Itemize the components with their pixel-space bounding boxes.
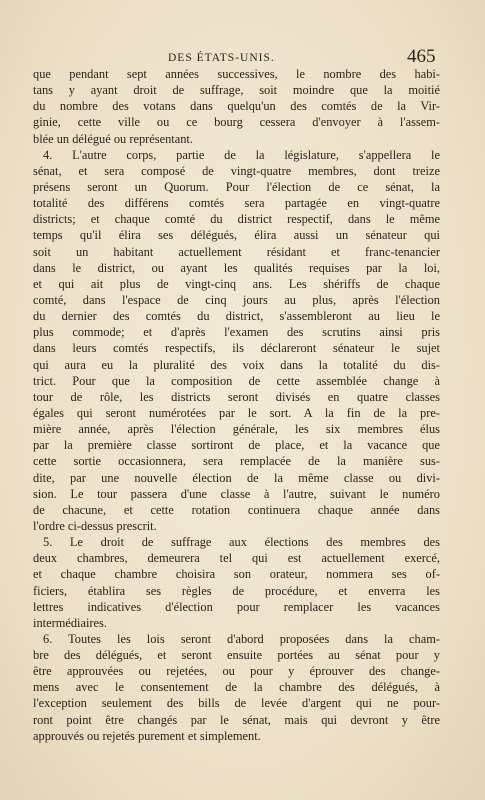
text-line: de chacune, et cette rotation continuera chaque année dans [33,502,440,517]
text-line: qui aura eu la pluralité des voix dans la totalité du dis- [33,357,440,372]
text-line: plus commode; et d'après l'examen des scrutins ainsi pris [33,325,440,340]
text-line: approuvés ou rejetés purement et simplement. [33,728,261,743]
text-line: et qui ait plus de vingt-cinq ans. Les shériffs de chaque [33,276,440,291]
text-line: lettres indicatives d'élection pour remplacer les vacances [33,599,440,614]
text-line: deux chambres, demeurera tel qui est actuellement exercé, [33,551,440,566]
text-line: dans le district, ou ayant les qualités requises par la loi, [33,260,440,275]
text-line: ront point être changés par le sénat, mais qui devront y être [33,712,440,727]
text-line: trict. Pour que la composition de cette assemblée change à [33,373,440,388]
text-line: par la première classe sortiront de place, et la vacance que [33,438,440,453]
body-text [33,66,440,744]
text-line: ficiers, établira ses règles de procédure, et enverra les [33,583,440,598]
text-line: tour de rôle, les districts seront divisés en quatre classes [33,389,440,404]
text-line: mière année, après l'élection générale, les six membres élus [33,422,440,437]
text-line: soit un habitant actuellement résidant et franc-tenancier [33,244,440,259]
text-line: que pendant sept années successives, le nombre des habi- [33,67,440,81]
text-line: 4. L'autre corps, partie de la législature, s'appellera le [43,147,440,162]
text-line: et chaque chambre choisira son orateur, nommera ses of- [33,567,440,582]
text-line: intermédiaires. [33,615,107,630]
text-line: l'exception seulement des bills de levée d'argent qui ne pour- [33,696,440,711]
text-line: l'ordre ci-dessus prescrit. [33,518,157,533]
text-line: dans leurs comtés respectifs, ils déclareront sénateur le sujet [33,341,440,356]
text-line: mens avec le consentement de la chambre des délégués, à [33,680,440,695]
text-line: du dernier des comtés du district, s'assembleront au lieu le [33,309,440,324]
text-line: comté, dans l'espace de cinq jours au plus, après l'élection [33,292,440,307]
text-line: blée un délégué ou représentant. [33,131,193,146]
text-line: ginie, cette ville ou ce bourg cessera d'envoyer à l'assem- [33,115,440,130]
text-line: 5. Le droit de suffrage aux élections des membres des [43,535,440,550]
text-line: cette sortie occasionnera, sera remplacée de la manière sus- [33,454,440,469]
text-line: présens seront un Quorum. Pour l'élection de ce sénat, la [33,179,440,194]
text-line: tans y ayant droit de suffrage, soit moindre que la moitié [33,83,440,98]
text-line: temps qu'il élira ses délégués, élira aussi un sénateur qui [33,228,440,243]
text-line: dite, par une nouvelle élection de la même classe ou divi- [33,470,440,485]
text-line: sion. Le tour passera d'une classe à l'autre, suivant le numéro [33,486,440,501]
text-line: du nombre des votans dans quelqu'un des comtés de la Vir- [33,99,440,114]
text-line: bre des délégués, et seront ensuite portées au sénat pour y [33,648,440,663]
text-line: districts; et chaque comté du district respectif, dans le même [33,212,440,227]
running-title: DES ÉTATS-UNIS. [168,52,275,64]
text-line: totalité des différens comtés sera partagée en vingt-quatre [33,196,440,211]
text-line: être approuvées ou rejetées, ou pour y éprouver des change- [33,664,440,679]
text-line: 6. Toutes les lois seront d'abord proposées dans la cham- [43,631,440,646]
text-line: sénat, et sera composé de vingt-quatre membres, dont treize [33,163,440,178]
text-line: égales qui seront numérotées par le sort. A la fin de la pre- [33,405,440,420]
page-number: 465 [407,46,436,67]
